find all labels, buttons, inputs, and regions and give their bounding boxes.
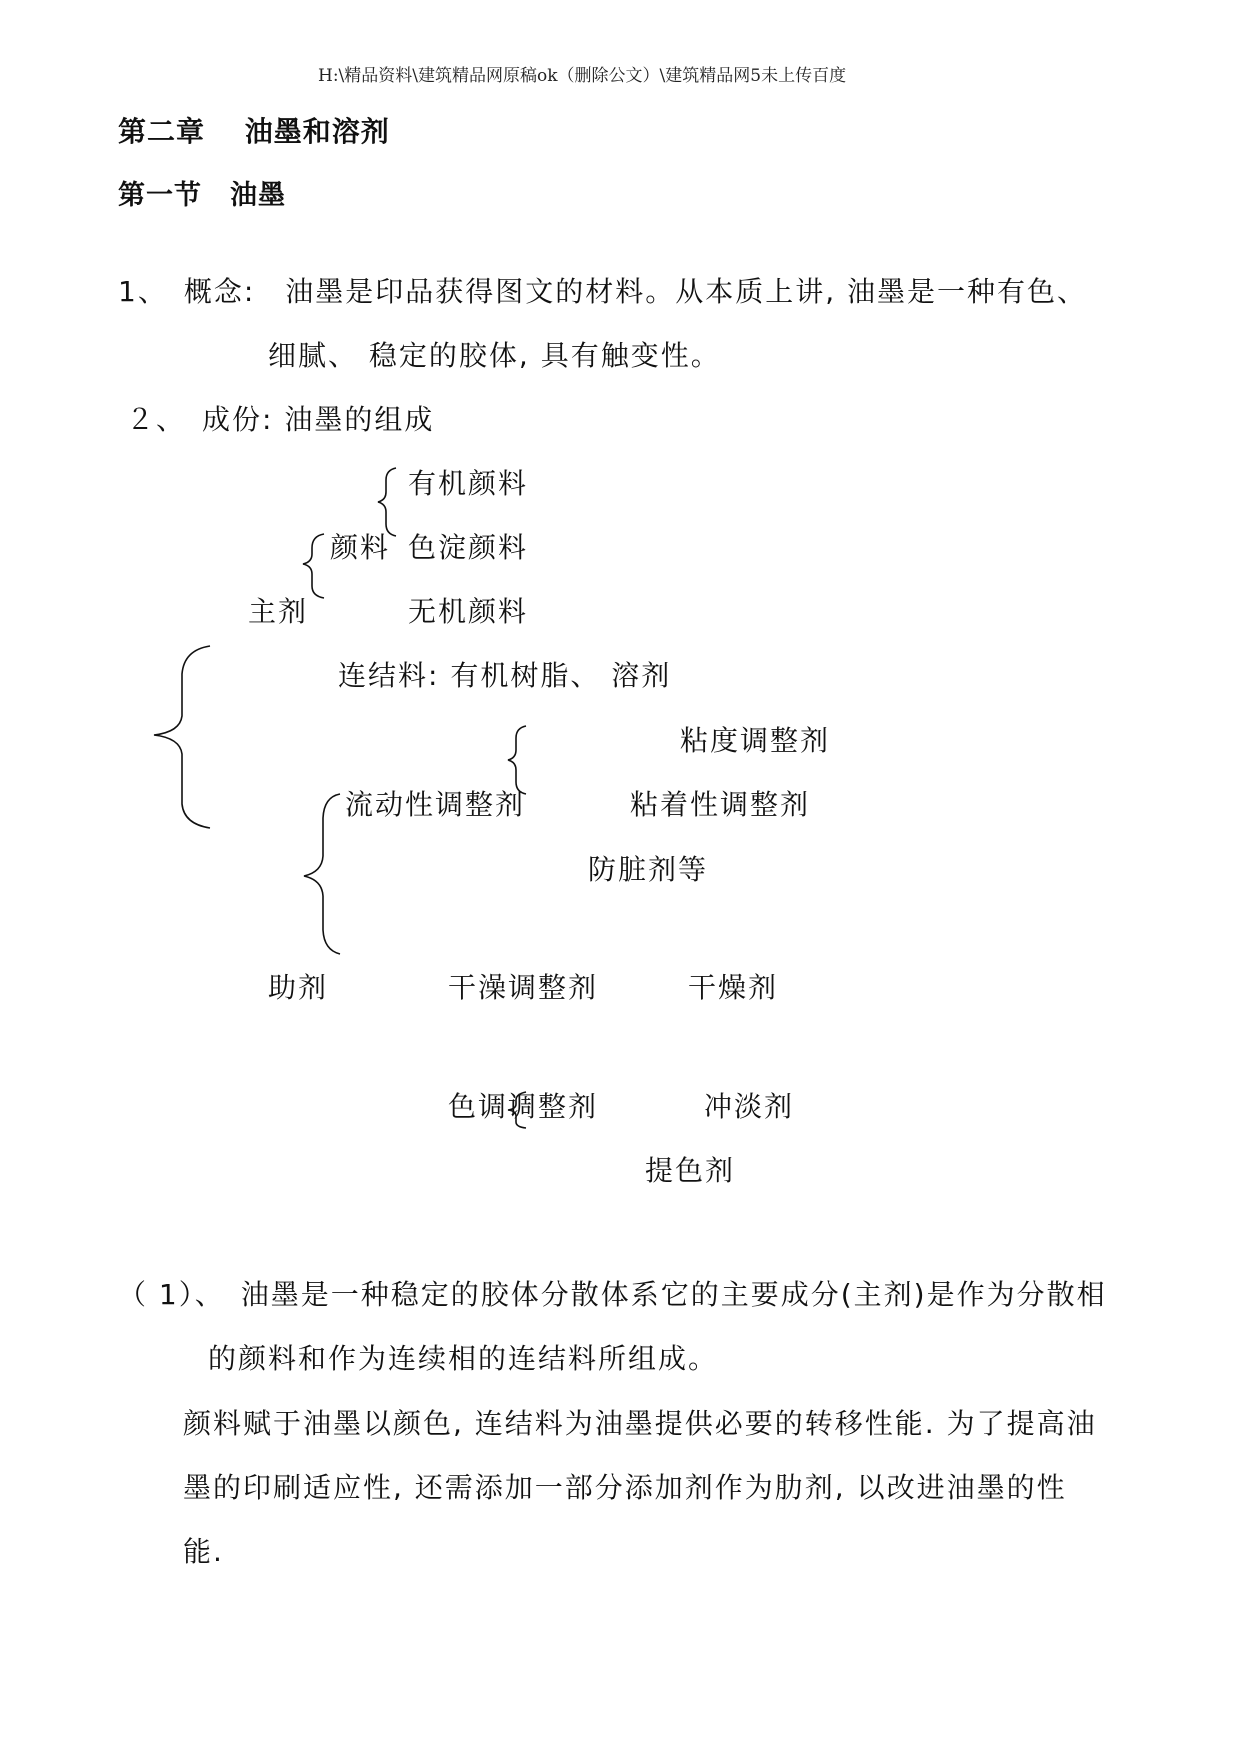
concept-line-1: 1、 概念: 油墨是印品获得图文的材料。从本质上讲, 油墨是一种有色、	[118, 275, 1088, 308]
brace-auxiliary	[304, 794, 340, 954]
brace-main	[154, 646, 210, 828]
diagram-drying-modifier: 干澡调整剂	[448, 971, 599, 1004]
diagram-drier: 干燥剂	[688, 971, 779, 1004]
paragraph1-line-1: （ 1）、 油墨是一种稳定的胶体分散体系它的主要成分(主剂)是作为分散相	[118, 1278, 1107, 1311]
diagram-viscosity-modifier: 粘度调整剂	[680, 724, 831, 757]
brace-viscosity	[508, 726, 526, 794]
diagram-main-agent: 主剂	[248, 595, 309, 628]
diagram-reducer: 冲淡剂	[704, 1090, 795, 1123]
diagram-binder: 连结料: 有机树脂、 溶剂	[338, 659, 672, 692]
diagram-flow-modifier: 流动性调整剂	[345, 788, 526, 821]
paragraph2-line-2: 墨的印刷适应性, 还需添加一部分添加剂作为肋剂, 以改进油墨的性	[183, 1471, 1067, 1504]
diagram-anti-setoff: 防脏剂等	[588, 853, 709, 886]
diagram-toner: 提色剂	[645, 1154, 736, 1187]
brace-pigment	[303, 534, 324, 598]
diagram-organic-pigment: 有机颜料	[408, 467, 529, 500]
diagram-tone-modifier: 色调调整剂	[448, 1090, 599, 1123]
concept-line-2: 细腻、 稳定的胶体, 具有触变性。	[268, 339, 721, 372]
chapter-title: 第二章 油墨和溶剂	[118, 115, 390, 148]
file-path-header: H:\精品资料\建筑精品网原稿ok（删除公文）\建筑精品网5未上传百度	[318, 66, 847, 86]
paragraph2-line-3: 能.	[183, 1535, 224, 1568]
diagram-inorganic-pigment: 无机颜料	[408, 595, 529, 628]
diagram-auxiliary-agent: 助剂	[268, 971, 329, 1004]
section-title: 第一节 油墨	[118, 180, 286, 211]
paragraph1-line-2: 的颜料和作为连续相的连结料所组成。	[208, 1342, 719, 1375]
paragraph2-line-1: 颜料赋于油墨以颜色, 连结料为油墨提供必要的转移性能. 为了提高油	[183, 1407, 1097, 1440]
diagram-lake-pigment: 色淀颜料	[408, 531, 529, 564]
composition-heading: ２、 成份: 油墨的组成	[126, 403, 435, 436]
brace-organic-pigment	[378, 468, 396, 536]
diagram-pigment: 颜料	[330, 531, 391, 564]
diagram-tack-modifier: 粘着性调整剂	[630, 788, 811, 821]
